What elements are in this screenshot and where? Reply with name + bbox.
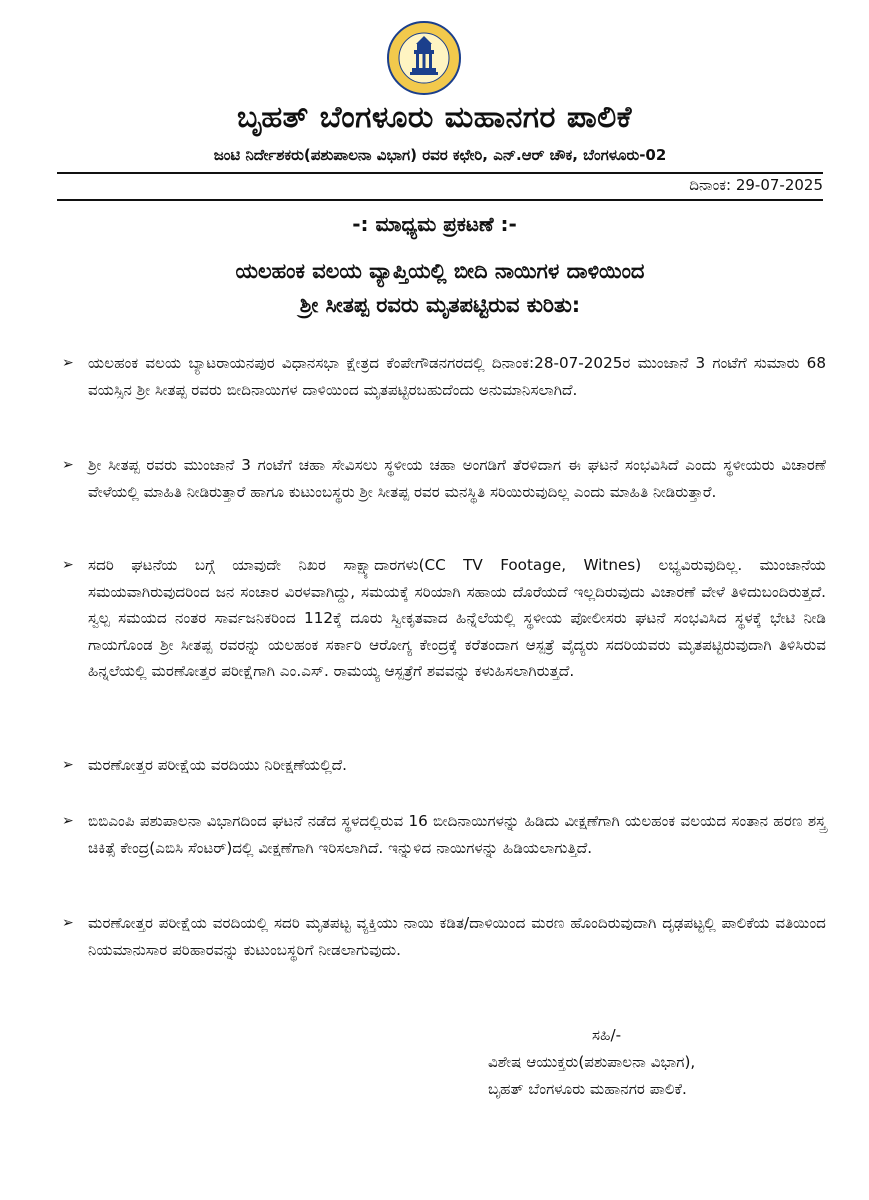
bullet-text: ಮರಣೋತ್ತರ ಪರೀಕ್ಷೆಯ ವರದಿಯಲ್ಲಿ ಸದರಿ ಮೃತಪಟ್ಟ ವ್ಯಕ್ತಿಯು ನಾಯಿ ಕಡಿತ/ದಾಳಿಯಿಂದ ಮರಣ ಹೊಂದಿರುವುದಾಗಿ ದೃಢಪಟ್ಟಲ್ಲಿ ಪಾಲಿಕೆಯ ವತಿಯಿಂದ ನಿಯಮಾನುಸಾರ ಪರಿಹಾರವನ್ನು ಕುಟುಂಬಸ್ಥರಿಗೆ ನೀಡಲಾಗುವುದು.: [88, 914, 826, 959]
bullet-text: ಸದರಿ ಘಟನೆಯ ಬಗ್ಗೆ ಯಾವುದೇ ನಿಖರ ಸಾಕ್ಷ್ಯಾದಾರಗಳು(CC TV Footage, Witnes) ಲಭ್ಯವಿರುವುದಿಲ್ಲ. ಮುಂಜಾನೆಯ ಸಮಯವಾಗಿರುವುದರಿಂದ ಜನ ಸಂಚಾರ ವಿರಳವಾಗಿದ್ದು, ಸಮಯಕ್ಕೆ ಸರಿಯಾಗಿ ಸಹಾಯ ದೊರೆಯದೆ ಇಲ್ಲದಿರುವುದು ವಿಚಾರಣೆ ವೇಳೆ ತಿಳಿದುಬಂದಿರುತ್ತದೆ. ಸ್ವಲ್ಪ ಸಮಯದ ನಂತರ ಸಾರ್ವಜನಿಕರಿಂದ 112ಕ್ಕೆ ದೂರು ಸ್ವೀಕೃತವಾದ ಹಿನ್ನೆಲೆಯಲ್ಲಿ ಸ್ಥಳೀಯ ಪೋಲೀಸರು ಘಟನೆ ಸಂಭವಿಸಿದ ಸ್ಥಳಕ್ಕೆ ಭೇಟಿ ನೀಡಿ ಗಾಯಗೊಂಡ ಶ್ರೀ ಸೀತಪ್ಪ ರವರನ್ನು ಯಲಹಂಕ ಸರ್ಕಾರಿ ಆರೋಗ್ಯ ಕೇಂದ್ರಕ್ಕೆ ಕರೆತಂದಾಗ ಆಸ್ಪತ್ರೆ ವೈದ್ಯರು ಸದರಿಯವರು ಮೃತಪಟ್ಟಿರುವುದಾಗಿ ತಿಳಿಸಿರುವ ಹಿನ್ನಲೆಯಲ್ಲಿ ಮರಣೋತ್ತರ ಪರೀಕ್ಷೆಗಾಗಿ ಎಂ.ಎಸ್. ರಾಮಯ್ಯ ಆಸ್ಪತ್ರೆಗೆ ಶವವನ್ನು ಕಳುಹಿಸಲಾಗಿರುತ್ತದೆ.: [88, 556, 826, 680]
bullet-point: [62, 808, 826, 861]
arrow-bullet-icon: ➢: [62, 915, 74, 931]
release-date: ದಿನಾಂಕ: 29-07-2025: [689, 176, 823, 194]
subject-line-1: ಯಲಹಂಕ ವಲಯ ವ್ಯಾಪ್ತಿಯಲ್ಲಿ ಬೀದಿ ನಾಯಿಗಳ ದಾಳಿಯಿಂದ: [235, 259, 645, 283]
bullet-point: [62, 910, 826, 963]
org-title: ಬೃಹತ್ ಬೆಂಗಳೂರು ಮಹಾನಗರ ಪಾಲಿಕೆ: [237, 100, 632, 135]
bullet-point: [62, 552, 826, 685]
bullet-text: ಯಲಹಂಕ ವಲಯ ಬ್ಯಾಟರಾಯನಪುರ ವಿಧಾನಸಭಾ ಕ್ಷೇತ್ರದ ಕೆಂಪೇಗೌಡನಗರದಲ್ಲಿ ದಿನಾಂಕ:28-07-2025ರ ಮುಂಜಾನೆ 3 ಗಂಟೆಗೆ ಸುಮಾರು 68 ವಯಸ್ಸಿನ ಶ್ರೀ ಸೀತಪ್ಪ ರವರು ಬೀದಿನಾಯಿಗಳ ದಾಳಿಯಿಂದ ಮೃತಪಟ್ಟಿರಬಹುದೆಂದು ಅನುಮಾನಿಸಲಾಗಿದೆ.: [88, 354, 826, 399]
signatory-org: ಬೃಹತ್ ಬೆಂಗಳೂರು ಮಹಾನಗರ ಪಾಲಿಕೆ.: [488, 1080, 687, 1098]
arrow-bullet-icon: ➢: [62, 813, 74, 829]
signed-mark: ಸಹಿ/-: [592, 1026, 622, 1044]
arrow-bullet-icon: ➢: [62, 457, 74, 473]
arrow-bullet-icon: ➢: [62, 757, 74, 773]
bbmp-emblem-icon: [386, 20, 462, 96]
subject: [80, 254, 800, 322]
header-divider: [57, 172, 823, 174]
bullet-point: [62, 350, 826, 403]
bullet-point: [62, 752, 826, 779]
arrow-bullet-icon: ➢: [62, 355, 74, 371]
bullet-point: [62, 452, 826, 505]
date-divider: [57, 199, 823, 201]
office-address: ಜಂಟಿ ನಿರ್ದೇಶಕರು(ಪಶುಪಾಲನಾ ವಿಭಾಗ) ರವರ ಕಛೇರಿ, ಎನ್.ಆರ್ ಚೌಕ, ಬೆಂಗಳೂರು-02: [213, 146, 667, 164]
bullet-text: ಮರಣೋತ್ತರ ಪರೀಕ್ಷೆಯ ವರದಿಯು ನಿರೀಕ್ಷಣೆಯಲ್ಲಿದೆ.: [88, 756, 347, 774]
media-release-heading: -: ಮಾಧ್ಯಮ ಪ್ರಕಟಣೆ :-: [352, 212, 517, 236]
bullet-text: ಶ್ರೀ ಸೀತಪ್ಪ ರವರು ಮುಂಜಾನೆ 3 ಗಂಟೆಗೆ ಚಹಾ ಸೇವಿಸಲು ಸ್ಥಳೀಯ ಚಹಾ ಅಂಗಡಿಗೆ ತೆರಳಿದಾಗ ಈ ಘಟನೆ ಸಂಭವಿಸಿದೆ ಎಂದು ಸ್ಥಳೀಯರು ವಿಚಾರಣೆ ವೇಳೆಯಲ್ಲಿ ಮಾಹಿತಿ ನೀಡಿರುತ್ತಾರೆ ಹಾಗೂ ಕುಟುಂಬಸ್ಥರು ಶ್ರೀ ಸೀತಪ್ಪ ರವರ ಮನಸ್ಥಿತಿ ಸರಿಯಿರುವುದಿಲ್ಲ ಎಂದು ಮಾಹಿತಿ ನೀಡಿರುತ್ತಾರೆ.: [88, 456, 826, 501]
subject-line-2: ಶ್ರೀ ಸೀತಪ್ಪ ರವರು ಮೃತಪಟ್ಟಿರುವ ಕುರಿತು:: [299, 293, 581, 317]
bullet-text: ಬಿಬಿಎಂಪಿ ಪಶುಪಾಲನಾ ವಿಭಾಗದಿಂದ ಘಟನೆ ನಡೆದ ಸ್ಥಳದಲ್ಲಿರುವ 16 ಬೀದಿನಾಯಿಗಳನ್ನು ಹಿಡಿದು ವೀಕ್ಷಣೆಗಾಗಿ ಯಲಹಂಕ ವಲಯದ ಸಂತಾನ ಹರಣ ಶಸ್ತ್ರ ಚಿಕಿತ್ಸೆ ಕೇಂದ್ರ(ಎಬಿಸಿ ಸೆಂಟರ್)ದಲ್ಲಿ ವೀಕ್ಷಣೆಗಾಗಿ ಇರಿಸಲಾಗಿದೆ. ಇನ್ನುಳಿದ ನಾಯಿಗಳನ್ನು ಹಿಡಿಯಲಾಗುತ್ತಿದೆ.: [88, 812, 826, 857]
arrow-bullet-icon: ➢: [62, 557, 74, 573]
signature-block: [488, 1022, 828, 1103]
signatory-designation: ವಿಶೇಷ ಆಯುಕ್ತರು(ಪಶುಪಾಲನಾ ವಿಭಾಗ),: [488, 1053, 696, 1071]
